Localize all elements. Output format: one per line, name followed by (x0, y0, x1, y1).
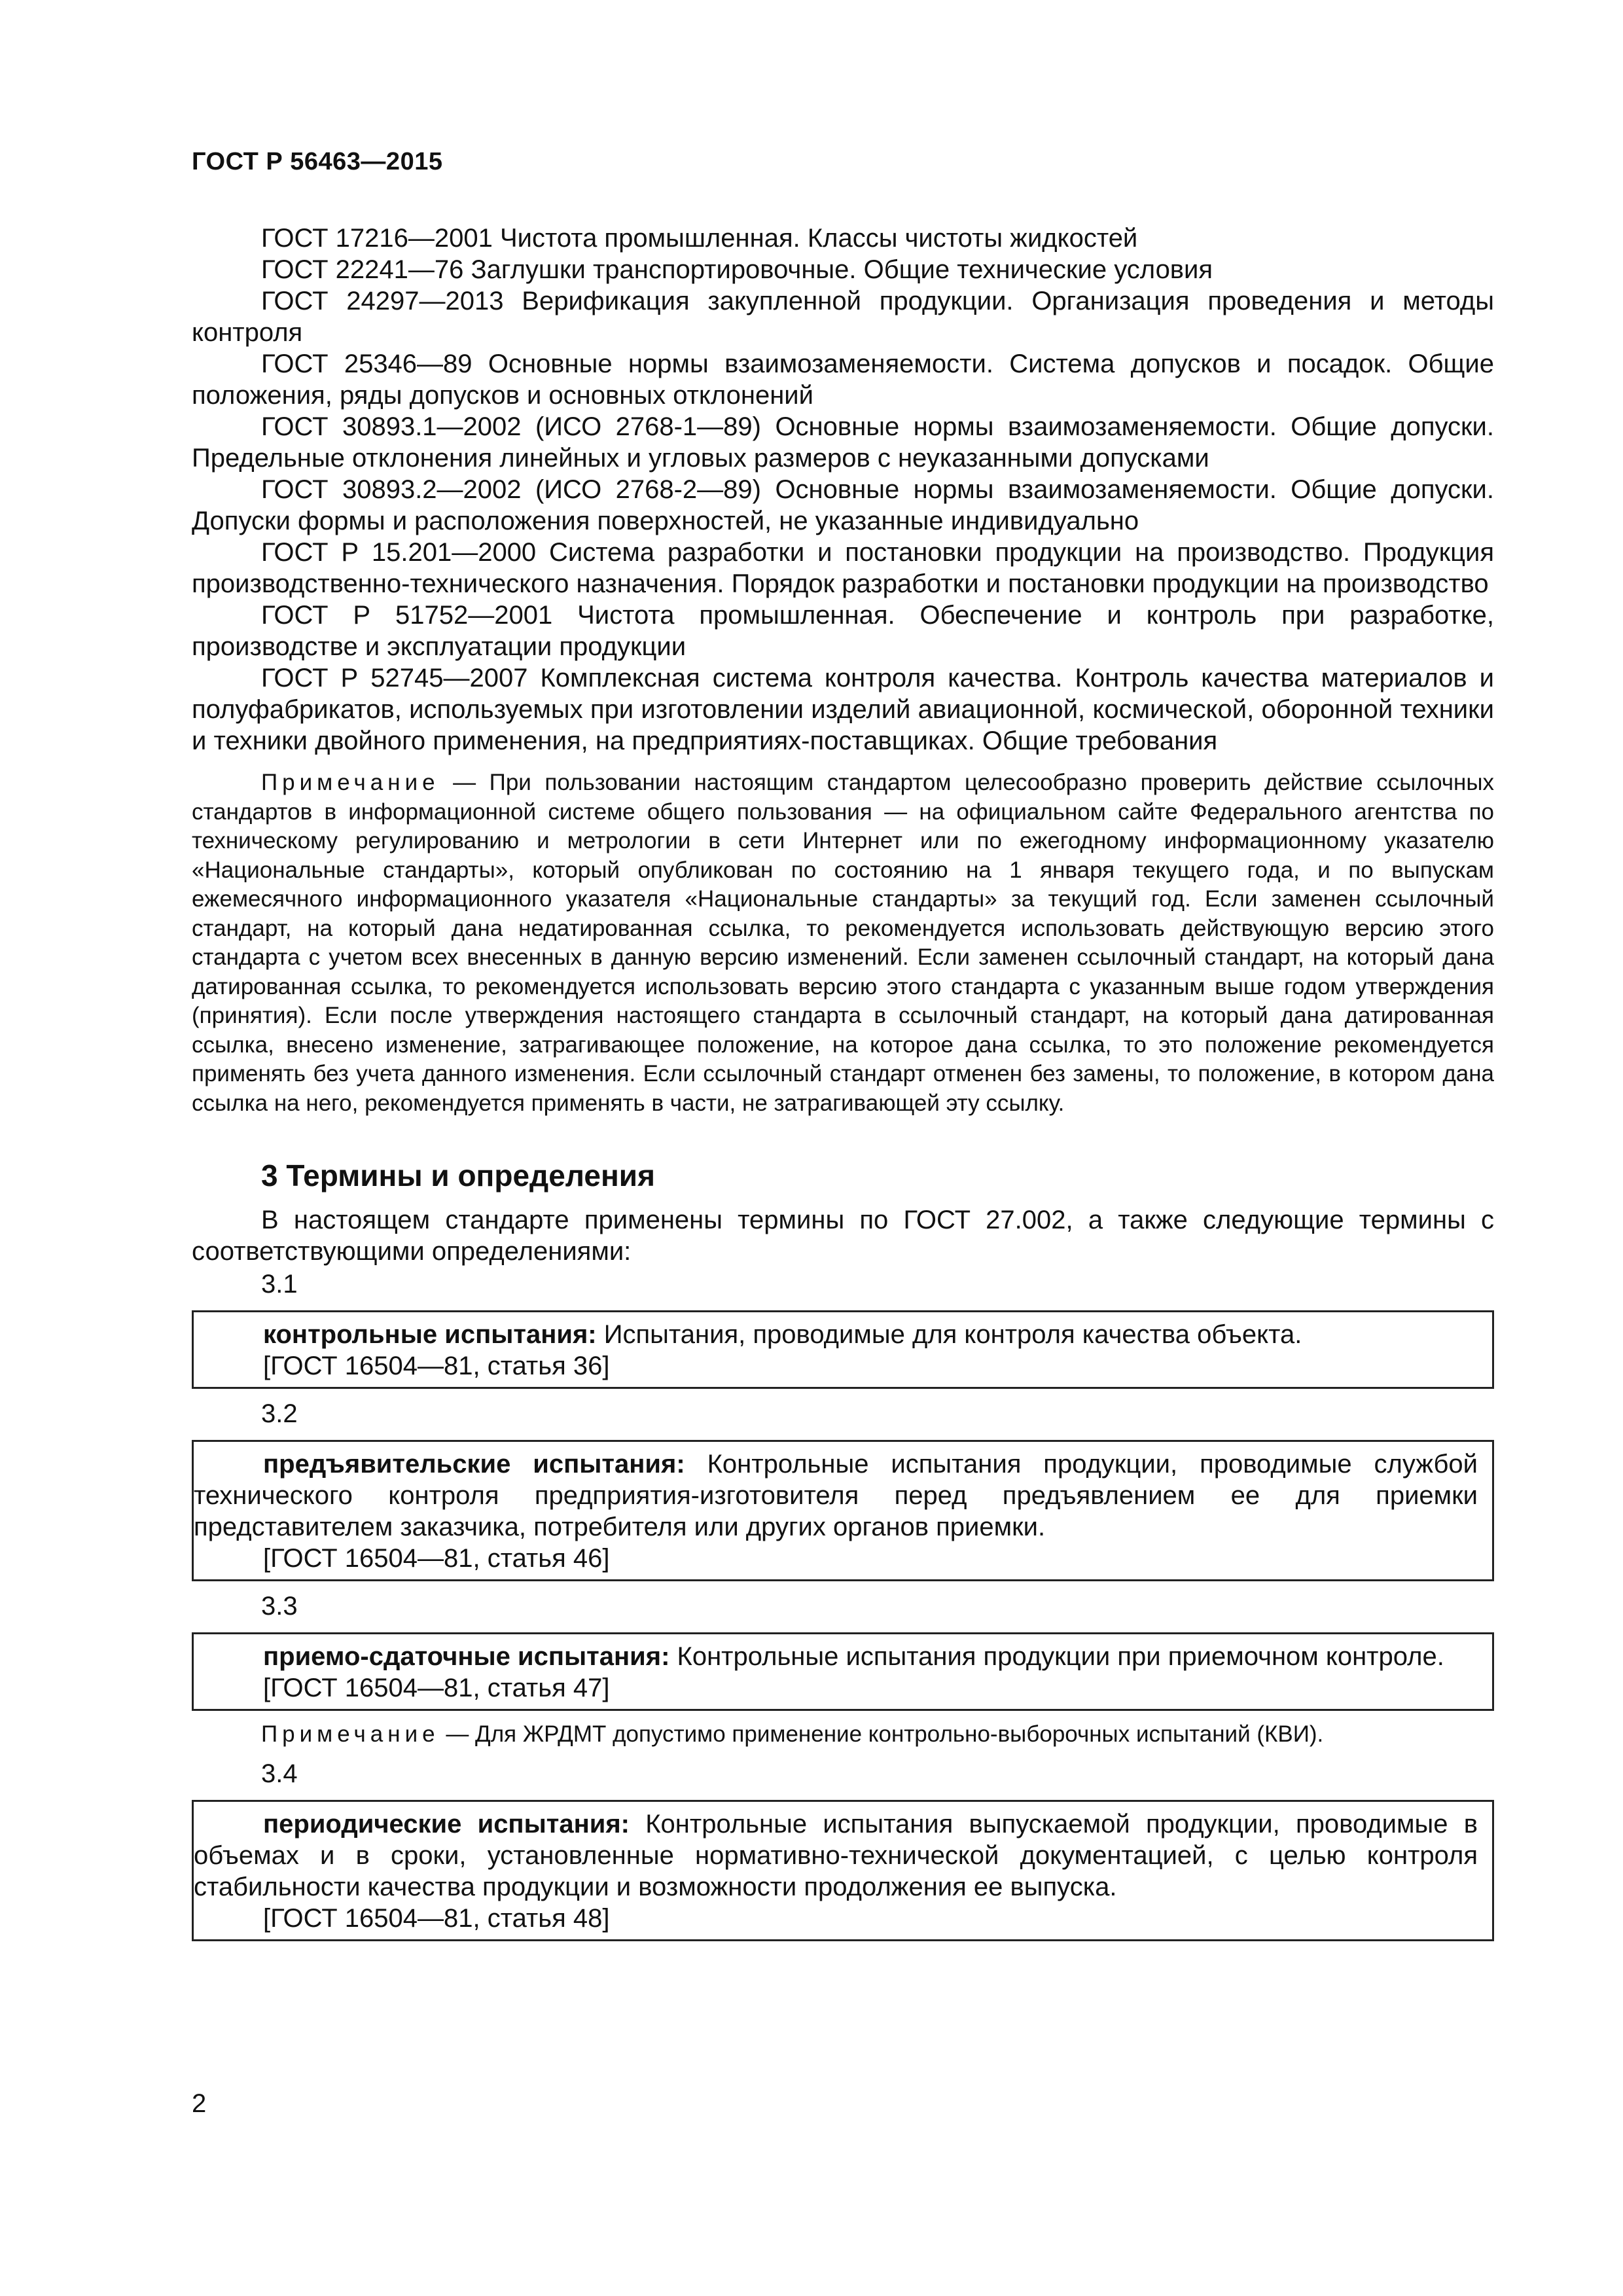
reference-item: ГОСТ Р 51752—2001 Чистота промышленная. Обеспечение и контроль при разработке, производстве и эксплуатации продукции (192, 601, 1494, 661)
note-text: — Для ЖРДМТ допустимо применение контрольно-выборочных испытаний (КВИ). (446, 1721, 1324, 1747)
term-number: 3.1 (261, 1270, 298, 1299)
page-content (192, 223, 1494, 1941)
reference-item: ГОСТ 22241—76 Заглушки транспортировочные. Общие технические условия (261, 255, 1213, 284)
term-text: Контрольные испытания продукции при приемочном контроле. (677, 1642, 1444, 1671)
reference-item: ГОСТ 25346—89 Основные нормы взаимозаменяемости. Система допусков и посадок. Общие положения, ряды допусков и основных отклонений (192, 350, 1494, 410)
term-box (192, 1632, 1494, 1711)
note-label: Примечание (261, 770, 440, 795)
term-box (192, 1310, 1494, 1389)
term-definition (194, 1641, 1478, 1672)
reference-item: ГОСТ Р 15.201—2000 Система разработки и постановки продукции на производство. Продукция производственно-технического назначения. Порядок разработки и постановки продукции на производство (192, 538, 1494, 598)
references-list (192, 223, 1494, 757)
references-note (192, 768, 1494, 1118)
document-header: ГОСТ Р 56463—2015 (192, 148, 443, 175)
term-definition (194, 1808, 1478, 1903)
term-box (192, 1440, 1494, 1581)
reference-item: ГОСТ 17216—2001 Чистота промышленная. Классы чистоты жидкостей (261, 224, 1138, 253)
note-text: — При пользовании настоящим стандартом целесообразно проверить действие ссылочных стандартов в информационной системе общего пользования — на официальном сайте Федерального агентства по техническому регулированию и метрологии в сети Интернет или по ежегодному информационному указателю «Национальные стандарты», который опубликован по состоянию на 1 января текущего года, и по выпускам ежемесячного информационного указателя «Национальные стандарты» за текущий год. Если заменен ссылочный стандарт, на который дана недатированная ссылка, то рекомендуется использовать действующую версию этого стандарта с учетом всех внесенных в данную версию изменений. Если заменен ссылочный стандарт, на который дана датированная ссылка, то рекомендуется использовать версию этого стандарта с указанным выше годом утверждения (принятия). Если после утверждения настоящего стандарта в ссылочный стандарт, на который дана датированная ссылка, внесено изменение, затрагивающее положение, на которое дана ссылка, то это положение рекомендуется применять без учета данного изменения. Если ссылочный стандарт отменен без замены, то положение, в котором дана ссылка на него, рекомендуется применять в части, не затрагивающей эту ссылку. (192, 770, 1494, 1116)
reference-item: ГОСТ 30893.2—2002 (ИСО 2768-2—89) Основные нормы взаимозаменяемости. Общие допуски. Допуски формы и расположения поверхностей, не указанные индивидуально (192, 475, 1494, 535)
term-name: периодические испытания: (263, 1810, 630, 1839)
term-definition (194, 1448, 1478, 1543)
term-source: [ГОСТ 16504—81, статья 46] (263, 1544, 610, 1573)
reference-item: ГОСТ 30893.1—2002 (ИСО 2768-1—89) Основные нормы взаимозаменяемости. Общие допуски. Предельные отклонения линейных и угловых размеров с неуказанными допусками (192, 412, 1494, 473)
page-number: 2 (192, 2089, 207, 2118)
term-text: Контрольные испытания выпускаемой продукции, проводимые в объемах и в сроки, установленные нормативно-технической документацией, с целью контроля стабильности качества продукции и возможности продолжения ее выпуска. (194, 1810, 1478, 1901)
term-box (192, 1800, 1494, 1941)
term-number: 3.3 (261, 1592, 298, 1621)
reference-item: ГОСТ Р 52745—2007 Комплексная система контроля качества. Контроль качества материалов и полуфабрикатов, используемых при изготовлении изделий авиационной, космической, оборонной техники и техники двойного применения, на предприятиях-поставщиках. Общие требования (192, 664, 1494, 755)
term-name: контрольные испытания: (263, 1320, 597, 1349)
section-heading: 3 Термины и определения (261, 1158, 655, 1193)
term-source: [ГОСТ 16504—81, статья 48] (263, 1904, 610, 1933)
reference-item: ГОСТ 24297—2013 Верификация закупленной продукции. Организация проведения и методы контроля (192, 287, 1494, 347)
term-definition (194, 1319, 1478, 1350)
note-label: Примечание (261, 1721, 440, 1747)
section-intro: В настоящем стандарте применены термины по ГОСТ 27.002, а также следующие термины с соответствующими определениями: (192, 1206, 1494, 1266)
term-name: приемо-сдаточные испытания: (263, 1642, 670, 1671)
term-number: 3.4 (261, 1759, 298, 1788)
term-note (192, 1720, 1494, 1749)
term-source: [ГОСТ 16504—81, статья 47] (263, 1674, 610, 1702)
term-number: 3.2 (261, 1399, 298, 1428)
term-name: предъявительские испытания: (263, 1450, 685, 1479)
term-text: Испытания, проводимые для контроля качества объекта. (603, 1320, 1302, 1349)
term-source: [ГОСТ 16504—81, статья 36] (263, 1352, 610, 1380)
term-text: Контрольные испытания продукции, проводимые службой технического контроля предприятия-изготовителя перед предъявлением ее для приемки представителем заказчика, потребителя или других органов приемки. (194, 1450, 1478, 1541)
